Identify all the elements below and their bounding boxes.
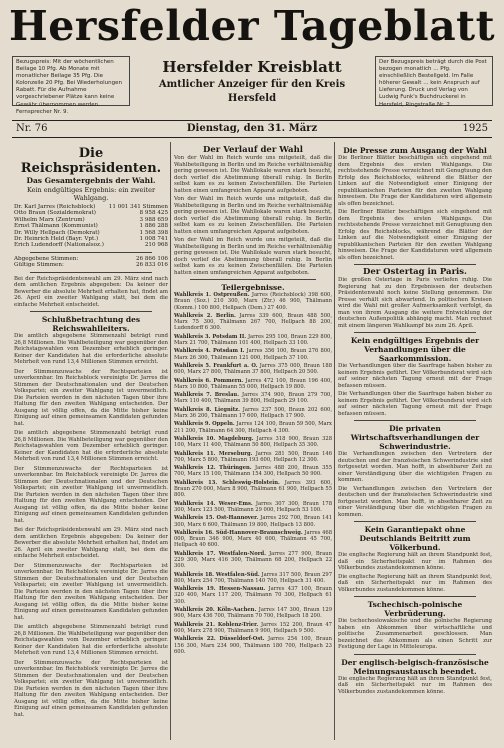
- issue-number: Nr. 76: [16, 123, 48, 134]
- headline-guarantee-pact: Kein Garantiepakt ohne Deutschlands Beitritt zum Völkerbund.: [359, 525, 471, 552]
- article-paragraph: Die Verhandlungen zwischen den Vertretern der deutschen und der französischen Schwerindustrie sind fortgesetzt worden. Man hofft, in absehbarer Zeit zu einer Verständigung über die wichtigsten Fragen zu kommen.: [338, 485, 492, 518]
- district-result: [174, 572, 332, 585]
- issue-date: Dienstag, den 31. März: [186, 123, 318, 134]
- district-figures: Jarres 374 900, Braun 279 700, Marx 110 400, Thälmann 39 800, Hellpach 29 100.: [174, 392, 332, 405]
- district-result: [174, 392, 332, 405]
- subhead-result: Das Gesamtergebnis der Wahl.: [26, 176, 156, 185]
- article-paragraph: Die amtlich abgegebene Stimmenzahl beträgt rund 26,8 Millionen. Die Wahlbeteiligung war gegenüber den Reichstagswahlen vom Dezember erheblich geringer. Keiner der Kandidaten hat die erforderliche absolute Mehrheit von rund 13,4 Millionen Stimmen erreicht.: [14, 333, 168, 366]
- candidate-votes: 1 886 288: [139, 223, 168, 230]
- results-list: [174, 292, 332, 655]
- candidate-votes: 8 958 425: [139, 210, 168, 217]
- article-paragraph: Von der Wahl im Reich wurde uns mitgeteilt, daß die Wahlbeteiligung in Berlin und im Reiche verhältnismäßig gering gewesen ist. Die Wahllokale waren stark besucht, doch verlief die Abstimmung überall ruhig. In Berlin selbst kam es zu keinen Zwischenfällen. Die Parteien hatten einen umfangreichen Apparat aufgeboten.: [174, 237, 332, 276]
- district-result: [174, 348, 332, 361]
- district-result: [174, 465, 332, 478]
- district-name: Wahlkreis 16. Süd-Hannover-Braunschweig.: [174, 529, 303, 536]
- candidate-votes: 1 008 741: [139, 236, 168, 243]
- district-name: Wahlkreis 1. Ostpreußen.: [174, 292, 250, 298]
- column-divider: [334, 142, 335, 740]
- district-figures: Jarres 152 200, Braun 47 600, Marx 278 900, Thälmann 9 900, Hellpach 9 500.: [174, 621, 332, 634]
- district-result: [174, 586, 332, 605]
- district-figures: Jarres 147 300, Braun 129 900, Marx 436 700, Thälmann 70 700, Hellpach 18 200.: [174, 607, 333, 620]
- candidate-name: Erich Ludendorff (Nationalsoz.): [14, 242, 104, 249]
- district-result: [174, 407, 332, 420]
- district-name: Wahlkreis 20. Köln-Aachen.: [174, 607, 257, 614]
- district-result: [174, 378, 332, 391]
- article-paragraph: Die amtlich abgegebene Stimmenzahl beträgt rund 26,8 Millionen. Die Wahlbeteiligung war gegenüber den Reichstagswahlen vom Dezember erheblich geringer. Keiner der Kandidaten hat die erforderliche absolute Mehrheit von rund 13,4 Millionen Stimmen erreicht.: [14, 430, 168, 463]
- district-figures: Jarres (Reichsblock) 398 600, Braun (Soz.) 210 300, Marx (Ztr.) 46 900, Thälmann (Komm.) 100 800, Hellpach (Dem.) 27 400.: [174, 292, 332, 311]
- candidate-name: Otto Braun (Sozialdemokrat): [14, 210, 96, 217]
- district-name: Wahlkreis 12. Thüringen.: [174, 465, 252, 472]
- article-paragraph: Die englische Regierung hält an ihrem Standpunkt fest, daß ein Sicherheitspakt nur im Rahmen des Völkerbundes zustandekommen könne.: [338, 573, 492, 593]
- divider: [354, 521, 476, 522]
- headline-czech-polish: Tschechisch-polnische Verbrüderung.: [367, 600, 463, 618]
- divider: [354, 654, 476, 655]
- subscription-info-left: Bezugspreis: Mit der wöchentlichen Beilage 10 Pfg. Ab Monate mit monatlicher Beilage 35 Pfg. Die Kolonzeile 20 Pfg. Bei Wiederholungen Rabatt. Für die Aufnahme vorgeschriebener Plätze kann keine Gewähr übernommen werden. Fernsprecher Nr. 9.: [12, 56, 130, 106]
- valid-votes-label: Gültige Stimmen:: [14, 262, 64, 269]
- district-figures: Jarres 237 500, Braun 202 600, Marx 36 200, Thälmann 17 600, Hellpach 17 900.: [174, 406, 332, 420]
- district-figures: Jarres 318 900, Braun 328 100, Marx 11 400, Thälmann 50 800, Hellpach 35 300.: [174, 435, 333, 449]
- article-paragraph: Die englische Regierung hält an ihrem Standpunkt fest, daß ein Sicherheitspakt nur im Rahmen des Völkerbundes zustandekommen könne.: [338, 675, 492, 695]
- district-figures: Jarres 375 000, Braun 188 600, Marx 27 800, Thälmann 37 800, Hellpach 20 500.: [174, 362, 332, 376]
- district-name: Wahlkreis 14. Weser-Ems.: [174, 500, 253, 507]
- district-name: Wahlkreis 15. Ost-Hannover.: [174, 515, 259, 522]
- district-result: [174, 622, 332, 635]
- headline-presidents: Die Reichspräsidenten.: [20, 146, 162, 176]
- divider: [354, 420, 476, 421]
- headline-industry: Die privaten Wirtschaftsverhandlungen der Schwerindustrie.: [350, 424, 480, 451]
- candidate-row: [14, 242, 168, 248]
- district-figures: Jarres 307 300, Braun 178 300, Marx 123 500, Thälmann 29 000, Hellpach 53 100.: [174, 500, 332, 513]
- article-paragraph: Der Stimmenzuwachs der Rechtsparteien ist unverkennbar. Im Reichsblock vereinigte Dr. Jarres die Stimmen der Deutschnationalen und der Deutschen Volkspartei; ein zweiter Wahlgang ist unvermeidlich. Die Parteien werden in den nächsten Tagen über ihre Haltung für den zweiten Wahlgang entscheiden. Der Ausgang ist völlig offen, da die Mitte bisher keine Einigung auf einen gemeinsamen Kandidaten gefunden hat.: [14, 562, 168, 621]
- candidate-list: [14, 204, 168, 249]
- article-paragraph: Der Stimmenzuwachs der Rechtsparteien ist unverkennbar. Im Reichsblock vereinigte Dr. Jarres die Stimmen der Deutschnationalen und der Deutschen Volkspartei; ein zweiter Wahlgang ist unvermeidlich. Die Parteien werden in den nächsten Tagen über ihre Haltung für den zweiten Wahlgang entscheiden. Der Ausgang ist völlig offen, da die Mitte bisher keine Einigung auf einen gemeinsamen Kandidaten gefunden hat.: [14, 465, 168, 524]
- candidate-name: Wilhelm Marx (Zentrum): [14, 216, 85, 223]
- headline-paris: Der Ostertag in Paris.: [362, 267, 468, 277]
- district-figures: Jarres 292 700, Braun 141 300, Marx 6 600, Thälmann 19 800, Hellpach 13 800.: [174, 515, 332, 528]
- headline-press: Die Presse zum Ausgang der Wahl: [343, 146, 487, 155]
- article-paragraph: Von der Wahl im Reich wurde uns mitgeteilt, daß die Wahlbeteiligung in Berlin und im Reiche verhältnismäßig gering gewesen ist. Die Wahllokale waren stark besucht, doch verlief die Abstimmung überall ruhig. In Berlin selbst kam es zu keinen Zwischenfällen. Die Parteien hatten einen umfangreichen Apparat aufgeboten.: [174, 155, 332, 194]
- district-result: [174, 501, 332, 514]
- article-paragraph: Der Stimmenzuwachs der Rechtsparteien ist unverkennbar. Im Reichsblock vereinigte Dr. Jarres die Stimmen der Deutschnationalen und der Deutschen Volkspartei; ein zweiter Wahlgang ist unvermeidlich. Die Parteien werden in den nächsten Tagen über ihre Haltung für den zweiten Wahlgang entscheiden. Der Ausgang ist völlig offen, da die Mitte bisher keine Einigung auf einen gemeinsamen Kandidaten gefunden hat.: [14, 368, 168, 427]
- candidate-name: Dr. Willy Hellpach (Demokrat): [14, 229, 100, 236]
- article-paragraph: Die englische Regierung hält an ihrem Standpunkt fest, daß ein Sicherheitspakt nur im Rahmen des Völkerbundes zustandekommen könne.: [338, 552, 492, 571]
- district-figures: Jarres 295 100, Braun 229 800, Marx 21 700, Thälmann 101 400, Hellpach 33 100.: [174, 333, 332, 347]
- section-partial-results: Teilergebnisse.: [221, 283, 285, 292]
- district-figures: Jarres 468 000, Braun 346 900, Marx 40 600, Thälmann 45 700, Hellpach 40 600.: [174, 529, 333, 549]
- masthead: [0, 0, 504, 52]
- divider: [354, 264, 476, 265]
- district-name: Wahlkreis 10. Magdeburg.: [174, 435, 254, 442]
- district-name: Wahlkreis 4. Potsdam I.: [174, 348, 245, 355]
- subhead-second-round: Kein endgültiges Ergebnis: ein zweiter Wahlgang.: [26, 186, 156, 202]
- district-result: [174, 530, 332, 549]
- divider: [190, 279, 316, 280]
- district-result: [174, 480, 332, 499]
- district-name: Wahlkreis 8. Liegnitz.: [174, 406, 240, 413]
- district-result: [174, 607, 332, 620]
- column-left: [14, 146, 168, 742]
- district-name: Wahlkreis 2. Berlin.: [174, 312, 236, 319]
- subscription-info-right: Der Bezugspreis beträgt durch die Post bezogen monatlich ... Pfg. einschließlich Bestellgeld. Im Falle höherer Gewalt ... kein Anspruch auf Lieferung. Druck und Verlag von Ludwig Funk's Buchdruckerei in Hersfeld, Ringstraße Nr. 2.: [375, 56, 493, 106]
- district-figures: Jarres 356 100, Braun 276 800, Marx 26 300, Thälmann 121 000, Hellpach 37 100.: [174, 348, 332, 361]
- district-name: Wahlkreis 17. Westfalen-Nord.: [174, 550, 266, 557]
- newspaper-title: Hersfelder Tageblatt: [8, 2, 496, 50]
- column-right: [338, 146, 492, 742]
- district-result: [174, 515, 332, 528]
- divider: [30, 272, 152, 273]
- candidate-votes: 3 988 659: [139, 216, 168, 223]
- article-paragraph: Bei der Reichspräsidentenwahl am 29. März sind nach dem amtlichen Ergebnis abgegeben: Da keiner der Bewerber die absolute Mehrheit erhalten hat, findet am 26. April ein zweiter Wahlgang statt, bei dem die einfache Mehrheit entscheidet.: [14, 527, 168, 560]
- article-paragraph: Bei der Reichspräsidentenwahl am 29. März sind nach dem amtlichen Ergebnis abgegeben: Da keiner der Bewerber die absolute Mehrheit erhalten hat, findet am 26. April ein zweiter Wahlgang statt, bei dem die einfache Mehrheit entscheidet.: [14, 275, 168, 308]
- valid-votes-row: [14, 262, 168, 268]
- district-result: [174, 436, 332, 449]
- candidate-name: Ernst Thälmann (Kommunist): [14, 223, 98, 230]
- district-figures: Jarres 254 100, Braun 156 300, Marx 234 900, Thälmann 180 700, Hellpach 23 600.: [174, 636, 332, 655]
- district-name: Wahlkreis 3. Potsdam II.: [174, 333, 247, 340]
- article-paragraph: Die Verhandlungen zwischen den Vertretern der deutschen und der französischen Schwerindustrie sind fortgesetzt worden. Man hofft, in absehbarer Zeit zu einer Verständigung über die wichtigsten Fragen zu kommen.: [338, 451, 492, 483]
- headline-saar: Kein endgültiges Ergebnis der Verhandlungen über die Saarkommission.: [350, 336, 480, 363]
- candidate-name: Dr. Heinrich Held (Bayr. Vpt.): [14, 236, 99, 243]
- divider: [354, 596, 476, 597]
- district-name: Wahlkreis 5. Frankfurt a. O.: [174, 362, 258, 369]
- headline-election-course: Der Verlauf der Wahl: [203, 145, 303, 155]
- district-name: Wahlkreis 18. Westfalen-Süd.: [174, 571, 260, 578]
- district-name: Wahlkreis 7. Breslau.: [174, 392, 240, 399]
- column-divider: [170, 142, 171, 740]
- article-paragraph: Die tschechoslowakische und die polnische Regierung haben ein Abkommen über wirtschaftliche und politische Zusammenarbeit geschlossen. Man bezeichnet das Abkommen als einen Schritt zur Festigung der Lage in Mitteleuropa.: [338, 618, 492, 650]
- district-figures: Jarres 393 600, Braun 270 000, Marx 8 900, Thälmann 61 900, Hellpach 55 800.: [174, 479, 332, 499]
- divider: [30, 252, 152, 253]
- divider: [354, 332, 476, 333]
- newspaper-subtitle-2: Amtlicher Anzeiger für den Kreis Hersfeld: [158, 79, 346, 104]
- candidate-votes: 210 968: [144, 242, 168, 249]
- district-figures: Jarres 472 100, Braun 196 400, Marx 10 800, Thälmann 55 000, Hellpach 19 800.: [174, 377, 332, 390]
- issue-year: 1925: [462, 123, 488, 134]
- district-result: [174, 451, 332, 464]
- valid-votes-value: 26 833 016: [135, 262, 168, 269]
- district-result: [174, 363, 332, 376]
- dateline: [12, 120, 492, 138]
- article-paragraph: Die Verhandlungen über die Saarfrage haben bisher zu keinem Ergebnis geführt. Der Völkerbundsrat wird sich auf seiner nächsten Tagung erneut mit der Frage befassen müssen.: [338, 391, 492, 417]
- district-figures: Jarres 339 600, Braun 488 500, Marx 75 300, Thälmann 267 700, Hellpach 88 200, Ludendorff 6 300.: [174, 312, 332, 332]
- headline-exchange: Der englisch-belgisch-französische Meinungsaustausch beendet.: [341, 657, 489, 676]
- district-name: Wahlkreis 22. Düsseldorf-Ost.: [174, 636, 265, 643]
- district-result: [174, 292, 332, 311]
- candidate-votes: 11 001 341: [108, 204, 141, 210]
- column-middle: [174, 146, 332, 742]
- candidate-votes: 1 568 398: [139, 229, 168, 236]
- total-votes-value: 26 866 106: [135, 255, 168, 262]
- district-name: Wahlkreis 6. Pommern.: [174, 377, 244, 384]
- district-figures: Jarres 277 900, Braun 229 300, Marx 416 300, Thälmann 68 200, Hellpach 22 300.: [174, 550, 332, 570]
- district-figures: Jarres 281 500, Braun 146 700, Marx 5 800, Thälmann 193 600, Hellpach 12 300.: [174, 450, 332, 463]
- district-name: Wahlkreis 21. Koblenz-Trier.: [174, 621, 259, 628]
- district-result: [174, 421, 332, 434]
- district-figures: Jarres 317 500, Braun 297 800, Marx 254 700, Thälmann 140 700, Hellpach 31 400.: [174, 571, 332, 584]
- district-name: Wahlkreis 13. Schleswig-Holstein.: [174, 479, 280, 486]
- headline-reichswahlleiter: Schlußbetrachtung des Reichswahlleiters.: [41, 315, 141, 334]
- article-paragraph: Die Verhandlungen über die Saarfrage haben bisher zu keinem Ergebnis geführt. Der Völkerbundsrat wird sich auf seiner nächsten Tagung erneut mit der Frage befassen müssen.: [338, 363, 492, 389]
- district-figures: Jarres 488 200, Braun 355 700, Marx 15 100, Thälmann 154 300, Hellpach 50 900.: [174, 465, 332, 478]
- district-result: [174, 313, 332, 332]
- divider: [30, 311, 152, 312]
- candidate-name: Dr. Karl Jarres (Reichsblock): [14, 204, 96, 210]
- article-paragraph: Die großen Ostertage in Paris verliefen ruhig. Die Regierung hat zu den Ergebnissen der deutschen Präsidentenwahl noch keine Stellung genommen. Die Presse verhält sich abwartend. In politischen Kreisen wird die Wahl mit großer Aufmerksamkeit verfolgt, da man von ihrem Ausgang die weitere Entwicklung der deutschen Außenpolitik abhängig macht. Man rechnet mit einem längeren Wahlkampf bis zum 26. April.: [338, 277, 492, 329]
- district-figures: Jarres 437 100, Braun 320 400, Marx 117 200, Thälmann 70 300, Hellpach 61 300.: [174, 586, 332, 605]
- article-paragraph: Der Stimmenzuwachs der Rechtsparteien ist unverkennbar. Im Reichsblock vereinigte Dr. Jarres die Stimmen der Deutschnationalen und der Deutschen Volkspartei; ein zweiter Wahlgang ist unvermeidlich. Die Parteien werden in den nächsten Tagen über ihre Haltung für den zweiten Wahlgang entscheiden. Der Ausgang ist völlig offen, da die Mitte bisher keine Einigung auf einen gemeinsamen Kandidaten gefunden hat.: [14, 659, 168, 718]
- article-paragraph: Von der Wahl im Reich wurde uns mitgeteilt, daß die Wahlbeteiligung in Berlin und im Reiche verhältnismäßig gering gewesen ist. Die Wahllokale waren stark besucht, doch verlief die Abstimmung überall ruhig. In Berlin selbst kam es zu keinen Zwischenfällen. Die Parteien hatten einen umfangreichen Apparat aufgeboten.: [174, 196, 332, 235]
- district-name: Wahlkreis 19. Hessen-Nassau.: [174, 586, 266, 593]
- candidate-votes-unit: Stimmen: [142, 204, 168, 210]
- district-name: Wahlkreis 9. Oppeln.: [174, 421, 235, 428]
- newspaper-subtitle: Hersfelder Kreisblatt: [162, 58, 342, 76]
- article-paragraph: Die Berliner Blätter beschäftigen sich eingehend mit dem Ergebnis des ersten Wahlgangs. Die rechtsstehende Presse verzeichnet mit Genugtuung den Erfolg des Reichsblocks, während die Blätter der Linken auf die Notwendigkeit einer Einigung der republikanischen Parteien für den zweiten Wahlgang hinweisen. Die Frage der Kandidaturen wird allgemein als offen bezeichnet.: [338, 155, 492, 207]
- total-votes-label: Abgegebene Stimmen:: [14, 255, 79, 262]
- article-paragraph: Die Berliner Blätter beschäftigen sich eingehend mit dem Ergebnis des ersten Wahlgangs. Die rechtsstehende Presse verzeichnet mit Genugtuung den Erfolg des Reichsblocks, während die Blätter der Linken auf die Notwendigkeit einer Einigung der republikanischen Parteien für den zweiten Wahlgang hinweisen. Die Frage der Kandidaturen wird allgemein als offen bezeichnet.: [338, 209, 492, 261]
- district-figures: Jarres 124 100, Braun 59 500, Marx 211 200, Thälmann 64 300, Hellpach 4 300.: [174, 421, 332, 434]
- article-paragraph: Die amtlich abgegebene Stimmenzahl beträgt rund 26,8 Millionen. Die Wahlbeteiligung war gegenüber den Reichstagswahlen vom Dezember erheblich geringer. Keiner der Kandidaten hat die erforderliche absolute Mehrheit von rund 13,4 Millionen Stimmen erreicht.: [14, 624, 168, 657]
- district-result: [174, 334, 332, 347]
- district-result: [174, 551, 332, 570]
- district-result: [174, 636, 332, 655]
- district-name: Wahlkreis 11. Merseburg.: [174, 450, 253, 457]
